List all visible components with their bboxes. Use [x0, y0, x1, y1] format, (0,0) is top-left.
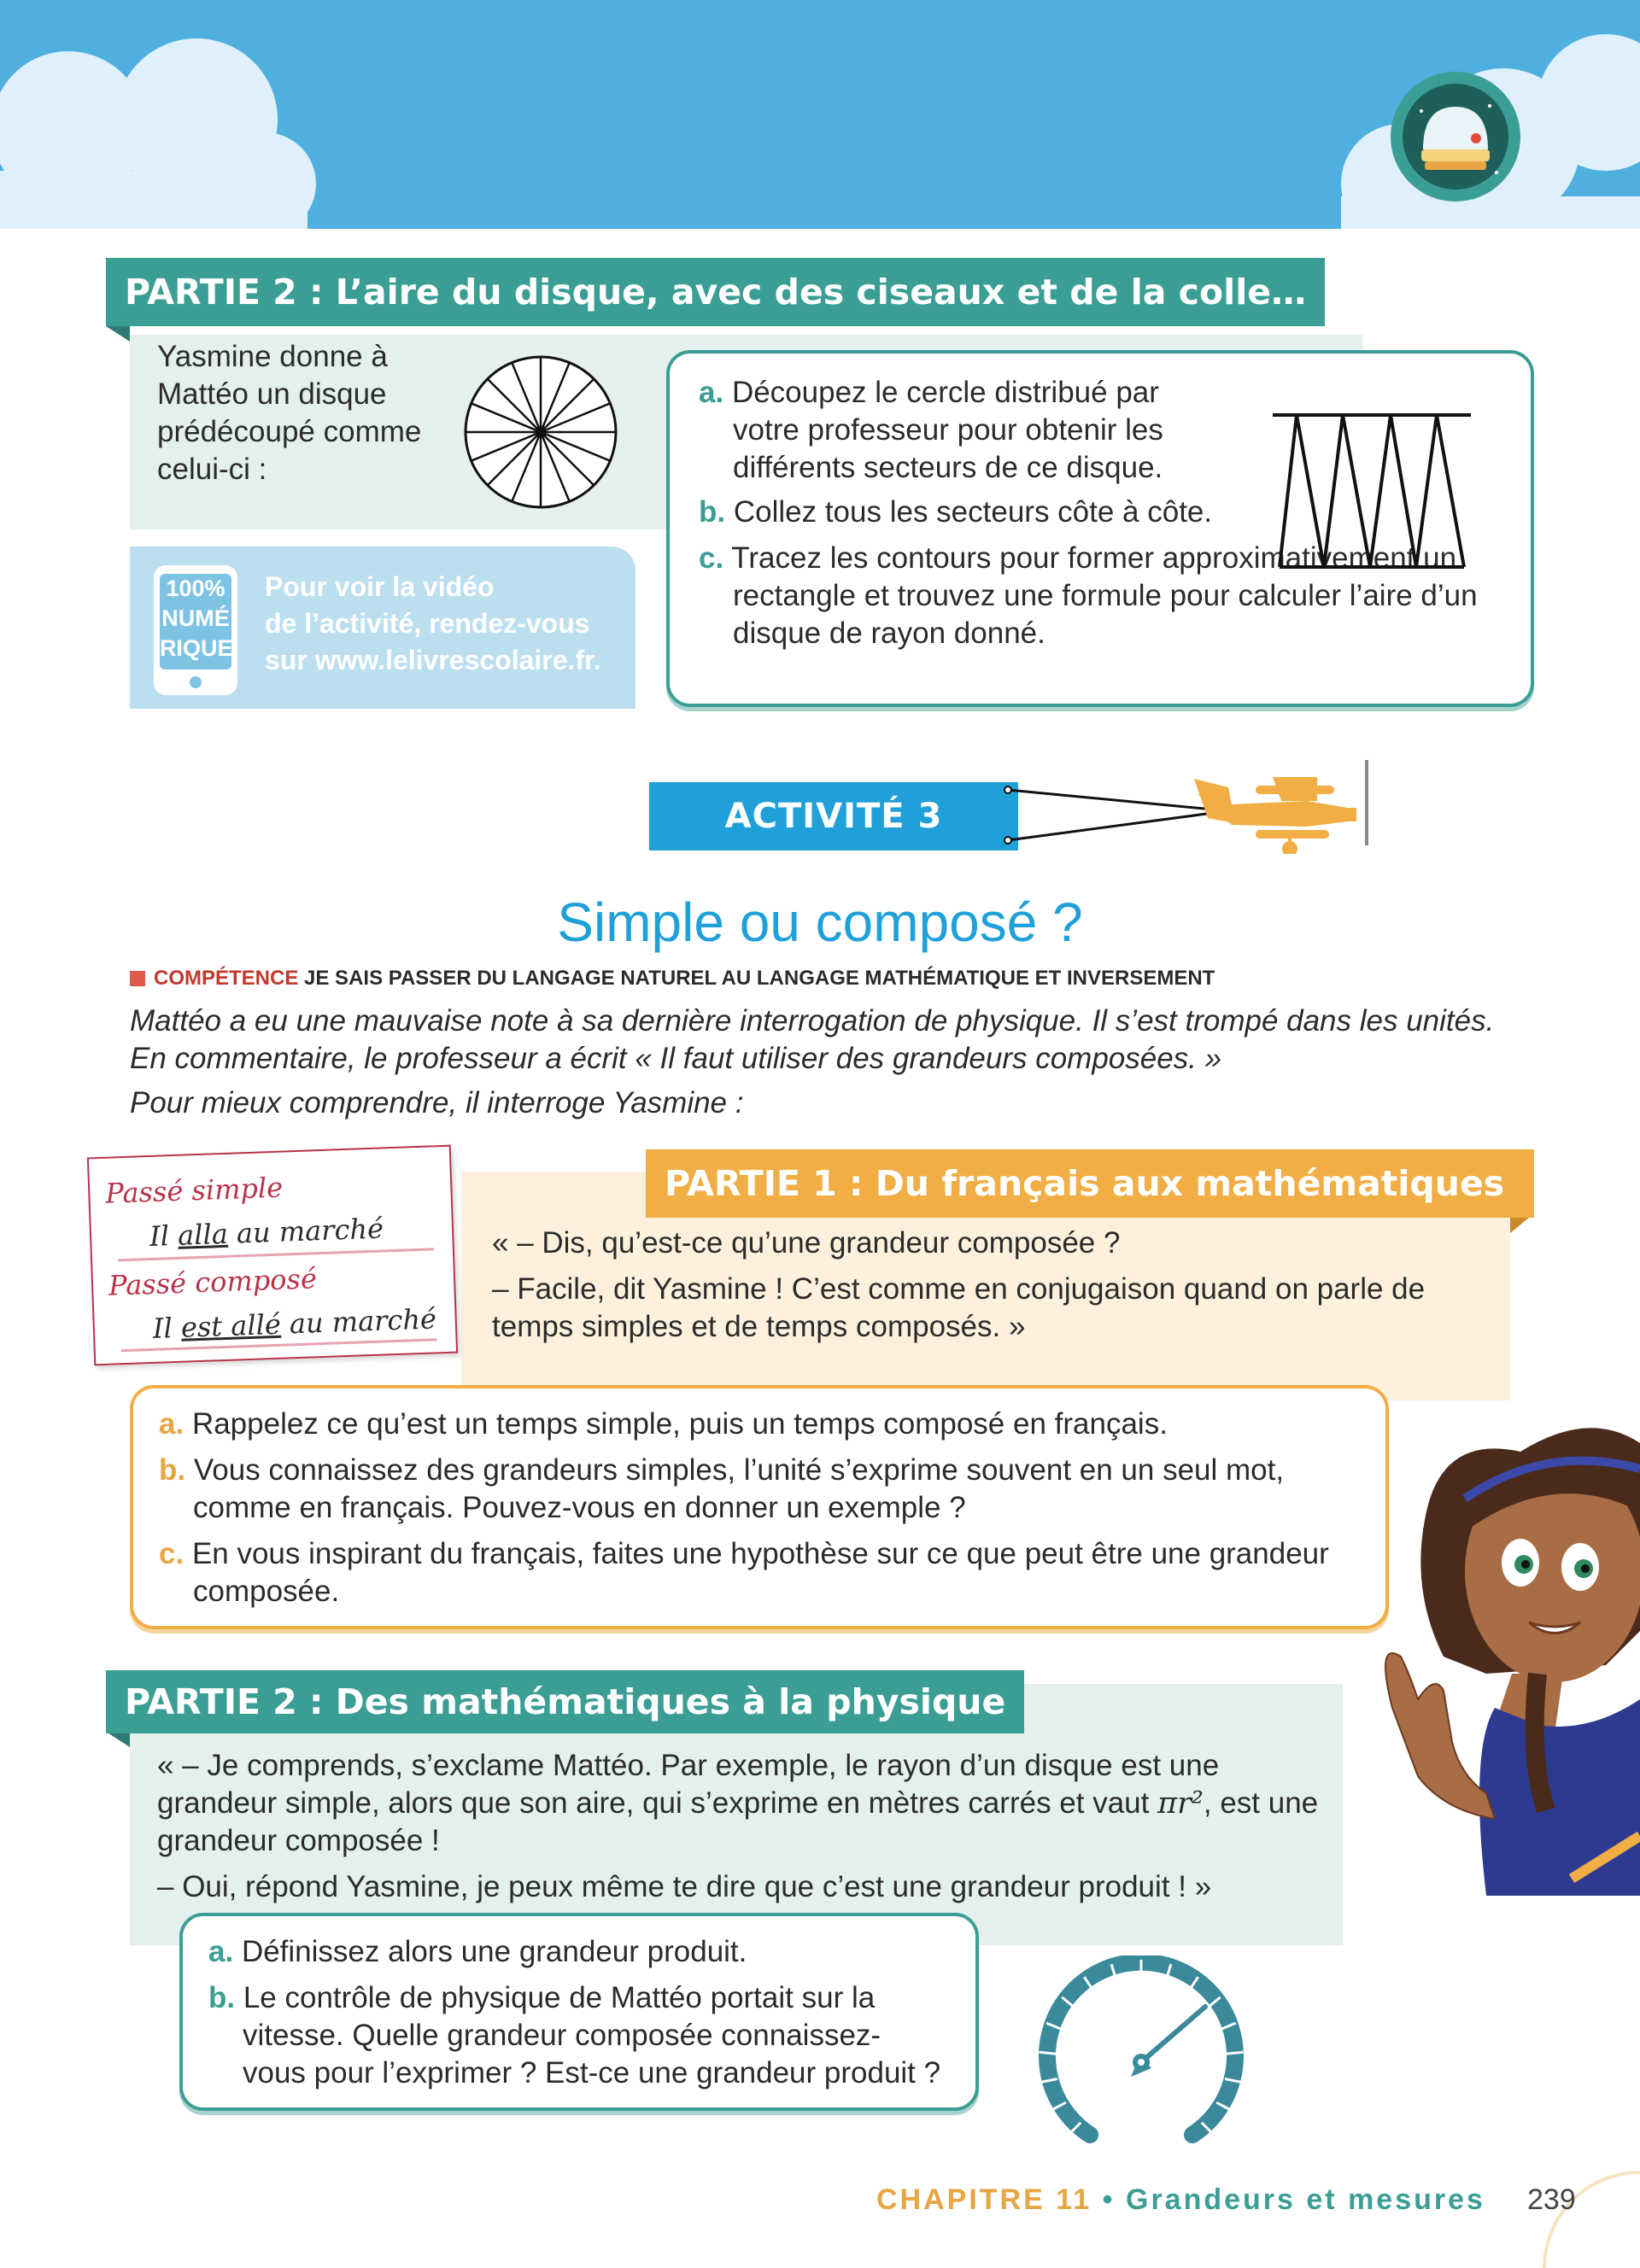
airplane-illustration: [999, 751, 1384, 854]
question-b: b. Collez tous les secteurs côte à côte.: [699, 495, 1213, 529]
part2-physics-questions-box: [179, 1913, 979, 2111]
speedometer-icon: [1030, 1955, 1252, 2160]
part1-dialogue: « – Dis, qu’est-ce qu’une grandeur composée ? – Facile, dit Yasmine ! C’est comme en conjugaison quand on parle de temps simples et de temps composés. »: [492, 1226, 1426, 1343]
question-c: c. Tracez les contours pour former approximativement un rectangle et trouvez une formule pour calculer l’aire d’un disque de rayon donné.: [699, 541, 1478, 650]
helmet-icon: [1387, 68, 1524, 205]
part2-disk-intro: Yasmine donne à Mattéo un disque prédécoupé comme celui-ci :: [157, 340, 422, 486]
yasmine-character-illustration: [1367, 1418, 1640, 1896]
sectors-rectangle-figure: [1271, 410, 1473, 572]
digital-resource-text: Pour voir la vidéo de l’activité, rendez-vous sur www.lelivrescolaire.fr.: [265, 571, 601, 675]
activity-intro: Mattéo a eu une mauvaise note à sa dernière interrogation de physique. Il s’est trompé dans les unités. En commentaire, le professeur a écrit « Il faut utiliser des grandeurs composées. » Pour mieux comprendre, il interroge Yasmine :: [130, 1004, 1495, 1119]
note-simple-title: Passé simple: [104, 1171, 284, 1210]
part2-disk-title: PARTIE 2 : L’aire du disque, avec des ciseaux et de la colle…: [106, 258, 1325, 326]
note-compose-example: Il est allé au marché: [152, 1302, 437, 1345]
activity-label: ACTIVITÉ 3: [649, 782, 1018, 850]
part1-title: PARTIE 1 : Du français aux mathématiques: [646, 1149, 1534, 1218]
question-a: a. Découpez le cercle distribué par votre professeur pour obtenir les différents secteurs de ce disque.: [699, 376, 1163, 484]
divided-disk-figure: [461, 353, 620, 511]
footer-chapter: CHAPITRE 11 • Grandeurs et mesures: [876, 2183, 1485, 2216]
digital-resource-box[interactable]: [130, 547, 636, 709]
part2-physics-questions: a. Définissez alors une grandeur produit. b. Le contrôle de physique de Mattéo portait sur la vitesse. Quelle grandeur composée connaissez-vous pour l’exprimer ? Est-ce une grandeur produit ?: [208, 1935, 941, 2090]
note-compose-title: Passé composé: [108, 1262, 318, 1302]
activity-title: Simple ou composé ?: [557, 891, 1083, 953]
phone-icon: 100% NUMÉ RIQUE: [154, 565, 237, 695]
page-number: 239: [1527, 2183, 1576, 2216]
part1-questions: a. Rappelez ce qu’est un temps simple, puis un temps composé en français. b. Vous connaissez des grandeurs simples, l’unité s’exprime souvent en un seul mot, comme en français. Pouvez-vous en donner un exemple ? c. En vous inspirant du français, faites une hypothèse sur ce que peut être une grandeur composée.: [159, 1407, 1329, 1608]
note-simple-example: Il alla au marché: [149, 1212, 384, 1253]
competence-line: COMPÉTENCE JE SAIS PASSER DU LANGAGE NATUREL AU LANGAGE MATHÉMATIQUE ET INVERSEMENT: [130, 966, 1215, 991]
part1-questions-box: [130, 1385, 1389, 1629]
part2-disk-questions-box: [666, 350, 1534, 707]
banner-fold: [1510, 1218, 1531, 1235]
banner-fold: [106, 1732, 140, 1749]
banner-fold: [106, 326, 140, 343]
part2-physics-title: PARTIE 2 : Des mathématiques à la physique: [106, 1670, 1024, 1733]
part2-physics-dialogue: « – Je comprends, s’exclame Mattéo. Par exemple, le rayon d’un disque est une grandeur simple, alors que son aire, qui s’exprime en mètres carrés et vaut πr², est une grandeur composée ! – Oui, répond Yasmine, je peux même te dire que c’est une grandeur produit ! »: [157, 1749, 1319, 1903]
conjugation-note-card: [87, 1145, 458, 1366]
